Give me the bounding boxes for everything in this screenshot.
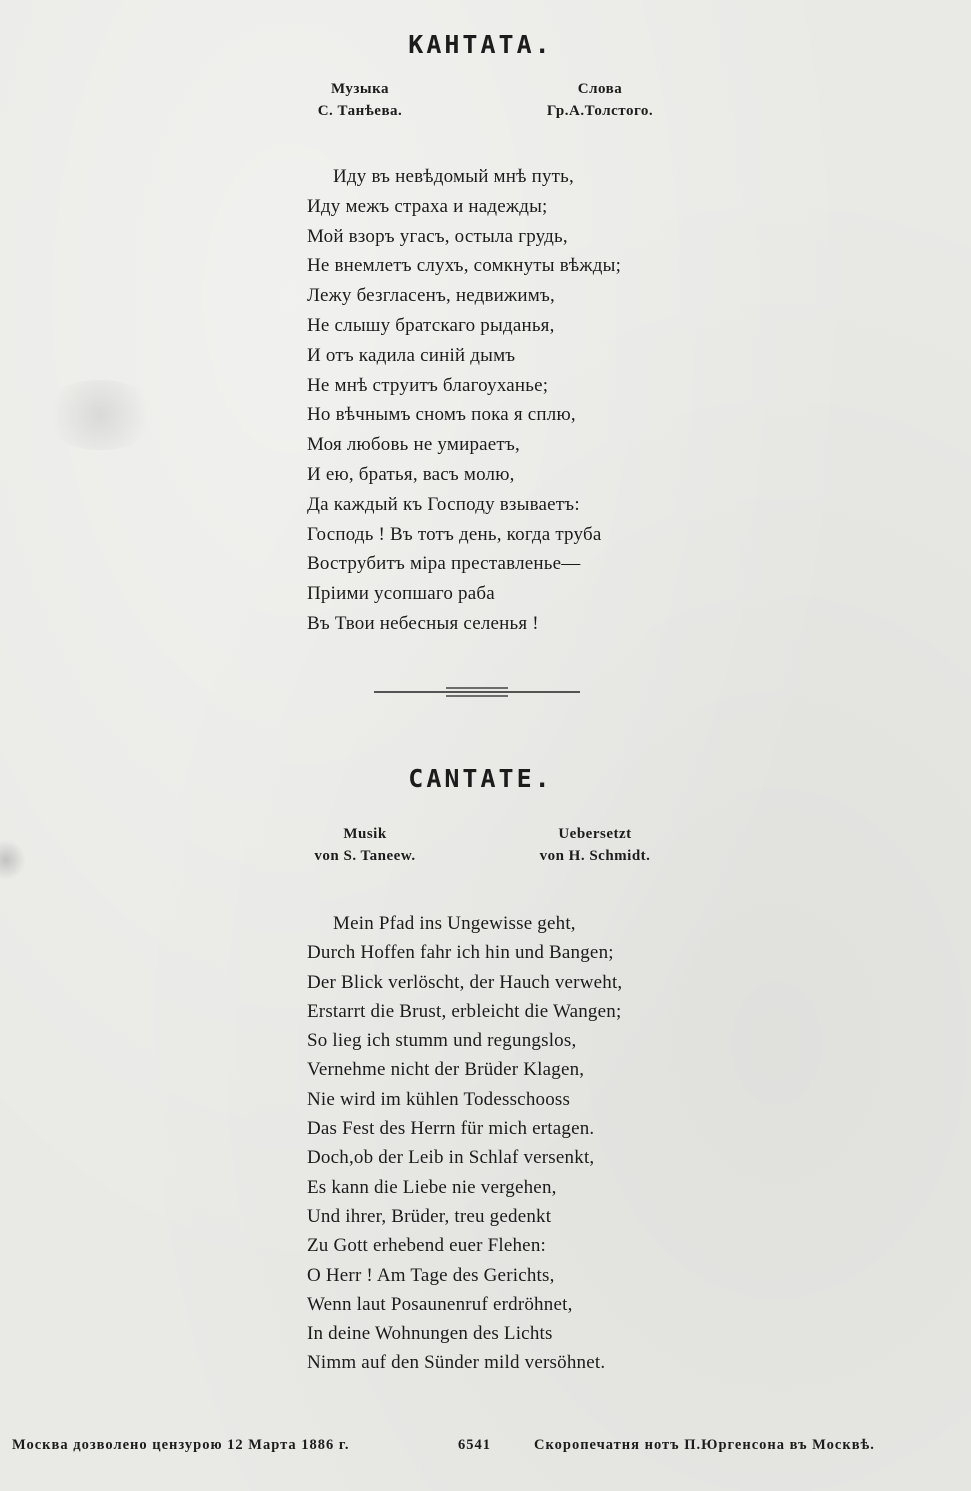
russian-poem [307,162,621,639]
poem-line: Да каждый къ Господу взываетъ: [307,493,580,515]
translator-name: von H. Schmidt. [539,848,651,864]
russian-title: КАНТАТА. [408,30,553,59]
poem-line: Пріими усопшаго раба [307,583,495,605]
paper-stain [0,840,26,880]
poem-line: И ею, братья, васъ молю, [307,463,515,485]
poem-line: O Herr ! Am Tage des Gerichts, [307,1264,555,1286]
paper-stain [40,380,160,450]
music-label: Музыка [330,81,390,97]
poem-line: Не внемлетъ слухъ, сомкнуты вѣжды; [307,255,622,277]
poem-line: Господь ! Въ тотъ день, когда труба [307,523,602,545]
poem-line: Mein Pfad ins Ungewisse geht, [333,913,576,934]
poem-line: So lieg ich stumm und regungslos, [307,1030,577,1052]
poem-line: Durch Hoffen fahr ich hin und Bangen; [307,942,614,964]
poem-line: Es kann die Liebe nie vergehen, [307,1176,557,1198]
poem-line: Въ Твои небесныя селенья ! [307,612,539,634]
poem-line: Но вѣчнымъ сномъ пока я сплю, [307,404,576,426]
russian-music-credit [300,78,420,122]
poem-line: Вострубитъ міра преставленье— [307,553,581,575]
poem-line: Не мнѣ струитъ благоуханье; [307,374,549,396]
poem-line: Der Blick verlöscht, der Hauch verweht, [307,971,623,993]
poem-line: Не слышу братскаго рыданья, [307,314,555,336]
poem-line: Wenn laut Posaunenruf erdröhnet, [307,1293,573,1315]
poem-line: Und ihrer, Brüder, treu gedenkt [307,1205,552,1227]
poem-line: Мой взоръ угасъ, остыла грудь, [307,225,568,247]
poem-line: И отъ кадила синій дымъ [307,344,516,366]
poem-line: Nimm auf den Sünder mild versöhnet. [307,1352,606,1374]
poem-line: Моя любовь не умираетъ, [307,434,520,456]
russian-words-credit [520,78,680,122]
section-divider [374,684,580,702]
german-music-credit [295,823,435,867]
poem-line: Иду межъ страха и надежды; [307,195,548,217]
words-label: Слова [577,81,623,97]
poem-line: Das Fest des Herrn für mich ertagen. [307,1118,595,1140]
poem-line: Vernehme nicht der Brüder Klagen, [307,1059,585,1081]
german-title: CANTATE. [408,764,553,793]
poem-line: Иду въ невѣдомый мнѣ путь, [333,166,574,187]
music-author: С. Танѣева. [317,103,403,119]
poem-line: Лежу безгласенъ, недвижимъ, [307,285,555,307]
poem-line: Nie wird im kühlen Todesschooss [307,1088,571,1110]
censorship-note: Москва дозволено цензурою 12 Марта 1886 г. [12,1437,350,1453]
music-label: Musik [343,826,387,842]
words-author: Гр.А.Толстого. [546,103,654,119]
german-poem [307,909,622,1378]
poem-line: In deine Wohnungen des Lichts [307,1323,553,1345]
printer-note: Скоропечатня нотъ П.Юргенсона въ Москвѣ. [534,1437,875,1453]
poem-line: Zu Gott erhebend euer Flehen: [307,1235,546,1257]
translator-label: Uebersetzt [558,826,632,842]
music-author: von S. Taneew. [314,848,416,864]
poem-line: Erstarrt die Brust, erbleicht die Wangen; [307,1000,622,1022]
plate-number: 6541 [458,1437,491,1453]
german-translator-credit [515,823,675,867]
poem-line: Doch,ob der Leib in Schlaf versenkt, [307,1147,595,1169]
